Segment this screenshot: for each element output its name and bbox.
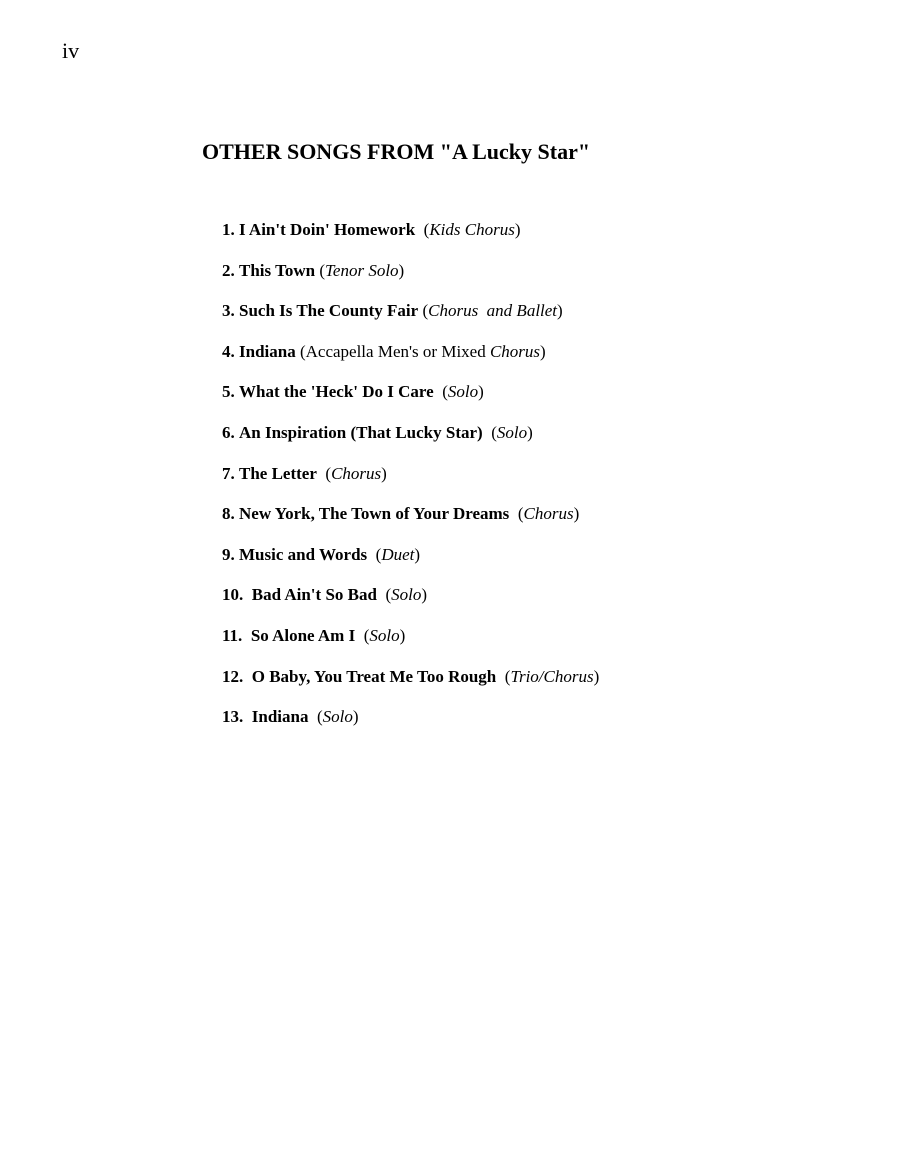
- voicing-open: (: [295, 341, 306, 361]
- song-item: [222, 381, 599, 422]
- song-item: [222, 219, 599, 260]
- voicing-close: ): [527, 422, 533, 442]
- song-item: [222, 625, 599, 666]
- song-number: 12.: [222, 666, 244, 686]
- song-number: 2.: [222, 260, 235, 280]
- song-title: Such Is The County Fair: [239, 301, 419, 321]
- voicing-open: (: [315, 260, 326, 280]
- voicing-open: (: [376, 585, 392, 605]
- song-item: [222, 300, 599, 341]
- song-title: So Alone Am I: [246, 625, 356, 645]
- voicing-close: ): [478, 382, 484, 402]
- song-voicing: Trio/Chorus: [510, 666, 594, 686]
- voicing-open: (: [418, 301, 429, 321]
- page-number: iv: [62, 38, 80, 63]
- song-number: 4.: [222, 341, 235, 361]
- song-voicing: Chorus: [523, 504, 574, 524]
- song-title: An Inspiration (That Lucky Star): [239, 422, 483, 442]
- voicing-open: (: [308, 707, 323, 727]
- song-number: 6.: [222, 422, 235, 442]
- song-title: The Letter: [239, 463, 317, 483]
- voicing-open: (: [496, 666, 511, 686]
- voicing-close: ): [573, 504, 580, 524]
- voicing-close: ): [514, 220, 521, 239]
- song-title: What the 'Heck' Do I Care: [239, 382, 434, 402]
- voicing-open: (: [433, 382, 448, 402]
- song-list: [222, 219, 599, 747]
- song-title: Indiana: [247, 707, 309, 727]
- voicing-close: ): [381, 463, 387, 483]
- voicing-close: ): [414, 544, 421, 564]
- voicing-close: ): [352, 707, 359, 727]
- voicing-open: (: [415, 220, 430, 239]
- song-item: [222, 584, 599, 625]
- voicing-open: (: [509, 504, 524, 524]
- song-voicing: Solo: [322, 707, 353, 727]
- voicing-open: (: [355, 625, 370, 645]
- song-voicing: Solo: [391, 585, 422, 605]
- song-item: [222, 503, 599, 544]
- voicing-open: (: [316, 463, 332, 483]
- song-voicing: Chorus and Ballet: [428, 301, 558, 321]
- song-title: This Town: [239, 260, 316, 280]
- voicing-close: ): [593, 666, 600, 686]
- song-number: 13.: [222, 707, 244, 727]
- song-title: New York, The Town of Your Dreams: [239, 504, 510, 524]
- song-voicing: Duet: [381, 544, 415, 564]
- song-voicing: Solo: [496, 422, 528, 442]
- song-title: Indiana: [239, 341, 296, 361]
- voicing-open: (: [367, 544, 382, 564]
- song-item: [222, 544, 599, 585]
- song-number: 1.: [222, 220, 235, 239]
- song-title: Music and Words: [239, 544, 368, 564]
- song-title: O Baby, You Treat Me Too Rough: [247, 666, 497, 686]
- song-voicing: Solo: [369, 625, 400, 645]
- song-voicing: Chorus: [489, 341, 541, 361]
- song-item: [222, 341, 599, 382]
- song-item: [222, 463, 599, 504]
- song-number: 10.: [222, 585, 244, 605]
- song-title: Bad Ain't So Bad: [247, 585, 377, 605]
- song-number: 3.: [222, 301, 235, 321]
- voicing-close: ): [421, 585, 428, 605]
- song-number: 11.: [222, 625, 243, 645]
- song-number: 8.: [222, 504, 235, 524]
- voicing-close: ): [540, 341, 546, 361]
- song-voicing: Chorus: [331, 463, 382, 483]
- song-title: I Ain't Doin' Homework: [239, 220, 416, 239]
- song-number: 7.: [222, 463, 235, 483]
- voicing-close: ): [399, 625, 406, 645]
- song-item: [222, 666, 599, 707]
- song-number: 5.: [222, 382, 235, 402]
- song-item: [222, 260, 599, 301]
- song-voicing: Tenor Solo: [325, 260, 399, 280]
- voicing-close: ): [557, 301, 563, 321]
- page-title: OTHER SONGS FROM "A Lucky Star": [202, 139, 591, 164]
- song-voicing: Kids Chorus: [429, 220, 515, 239]
- song-item: [222, 706, 599, 747]
- voicing-close: ): [398, 260, 405, 280]
- song-number: 9.: [222, 544, 235, 564]
- song-voicing: Solo: [447, 382, 479, 402]
- voicing-prefix: Accapella Men's or Mixed: [305, 341, 490, 361]
- voicing-open: (: [482, 422, 497, 442]
- song-item: [222, 422, 599, 463]
